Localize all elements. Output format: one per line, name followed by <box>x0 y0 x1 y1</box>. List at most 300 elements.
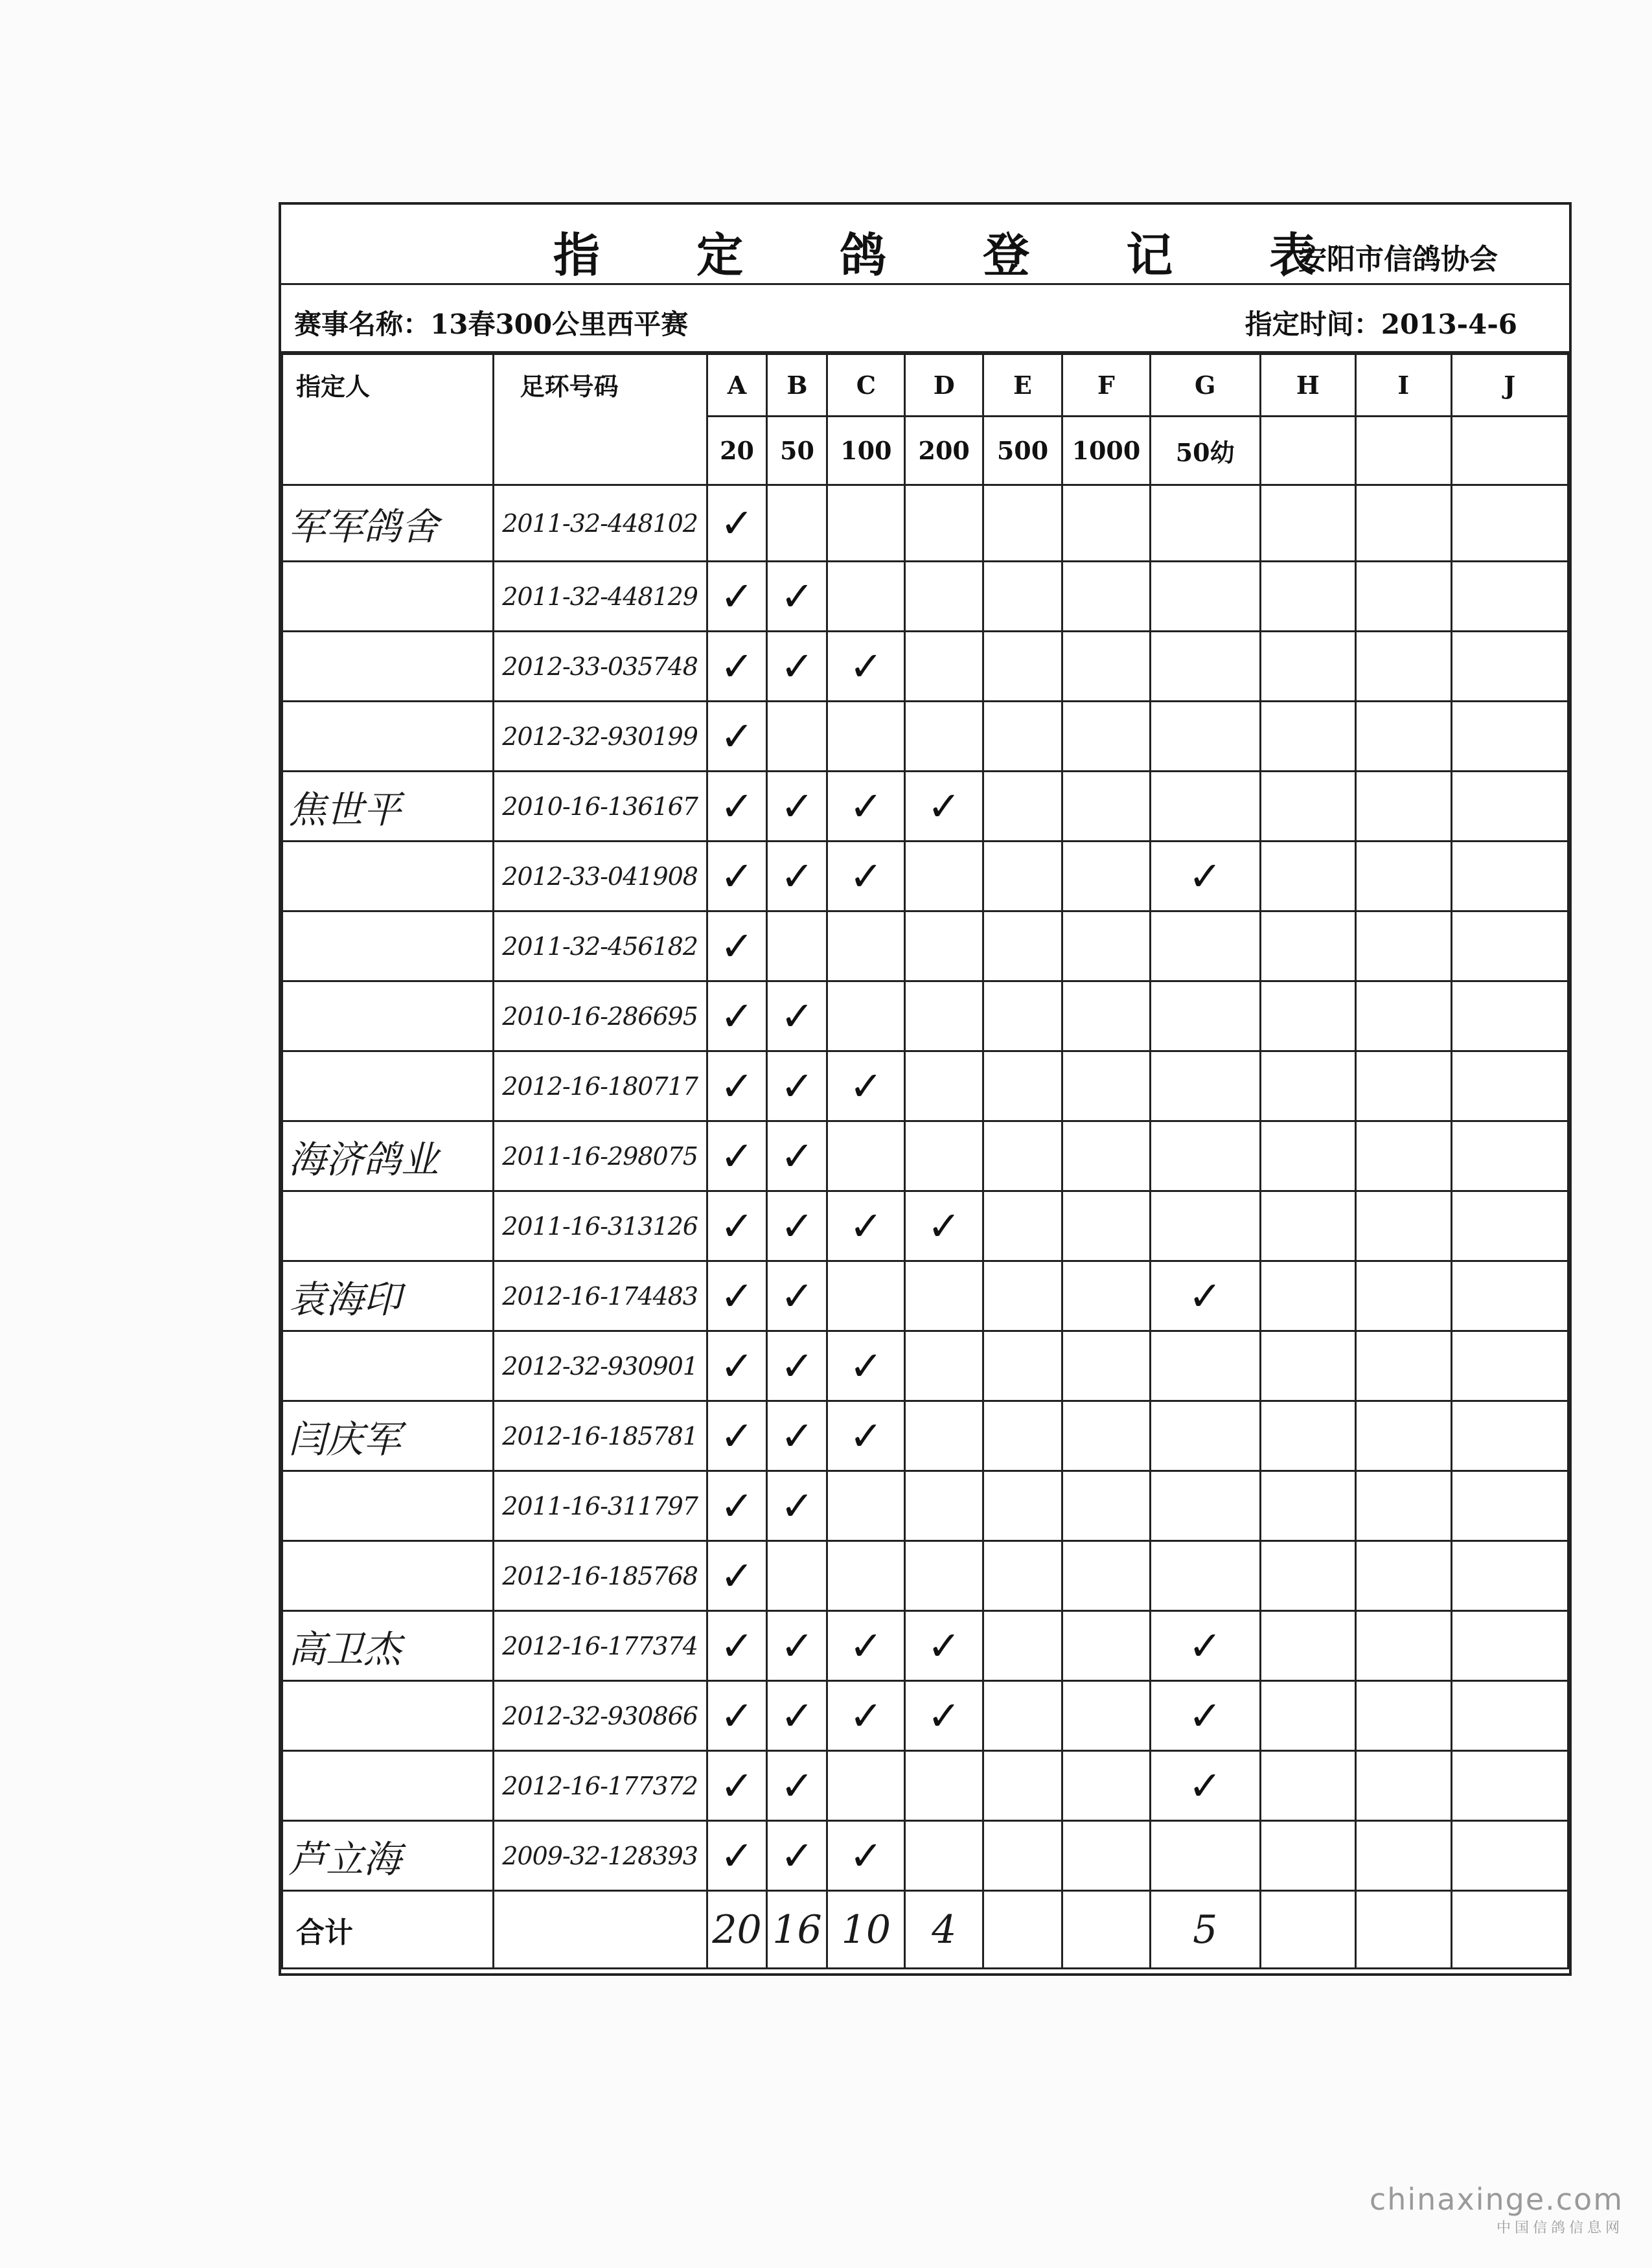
check-cell-h <box>1260 1331 1356 1401</box>
check-cell-b <box>767 702 827 772</box>
check-cell-d <box>905 1611 983 1681</box>
check-cell-j <box>1451 1121 1568 1191</box>
check-cell-e <box>983 485 1062 562</box>
check-cell-i <box>1356 1681 1451 1751</box>
check-cell-b <box>767 911 827 981</box>
ring-number-cell: 2011-32-456182 <box>493 911 707 981</box>
check-cell-a <box>707 772 767 842</box>
check-cell-f <box>1062 981 1150 1051</box>
check-cell-e <box>983 981 1062 1051</box>
checkmark-icon: ✓ <box>720 1272 754 1320</box>
check-cell-d <box>905 1051 983 1121</box>
check-cell-d <box>905 1401 983 1471</box>
check-cell-a <box>707 981 767 1051</box>
checkmark-icon: ✓ <box>849 1832 883 1879</box>
header-letter-a: A <box>707 354 767 417</box>
checkmark-icon: ✓ <box>780 573 814 620</box>
total-b: 16 <box>767 1891 827 1969</box>
header-amount-h <box>1260 417 1356 485</box>
check-cell-c <box>827 632 905 702</box>
header-letter-d: D <box>905 354 983 417</box>
checkmark-icon: ✓ <box>1188 1762 1222 1809</box>
check-cell-a <box>707 1751 767 1821</box>
checkmark-icon: ✓ <box>720 1202 754 1250</box>
check-cell-d <box>905 1751 983 1821</box>
table-row <box>282 1191 1568 1261</box>
ring-number-cell: 2011-16-313126 <box>493 1191 707 1261</box>
check-cell-i <box>1356 1751 1451 1821</box>
check-cell-f <box>1062 1191 1150 1261</box>
check-cell-h <box>1260 1261 1356 1331</box>
check-cell-a <box>707 562 767 632</box>
check-cell-j <box>1451 702 1568 772</box>
check-cell-a <box>707 632 767 702</box>
check-cell-c <box>827 1191 905 1261</box>
table-row <box>282 1471 1568 1541</box>
table-row <box>282 562 1568 632</box>
check-cell-g <box>1150 702 1260 772</box>
ring-number-cell: 2011-32-448129 <box>493 562 707 632</box>
check-cell-g <box>1150 981 1260 1051</box>
owner-cell: 芦立海 <box>282 1821 494 1891</box>
watermark-subtitle: 中国信鸽信息网 <box>1496 2220 1623 2236</box>
check-cell-g <box>1150 562 1260 632</box>
table-row <box>282 1401 1568 1471</box>
ring-number-cell: 2011-16-311797 <box>493 1471 707 1541</box>
checkmark-icon: ✓ <box>927 1622 961 1669</box>
check-cell-f <box>1062 1611 1150 1681</box>
checkmark-icon: ✓ <box>720 1342 754 1390</box>
check-cell-f <box>1062 1051 1150 1121</box>
total-i <box>1356 1891 1451 1969</box>
check-cell-i <box>1356 911 1451 981</box>
check-cell-i <box>1356 1121 1451 1191</box>
check-cell-j <box>1451 632 1568 702</box>
checkmark-icon: ✓ <box>780 992 814 1040</box>
check-cell-h <box>1260 1681 1356 1751</box>
header-letter-i: I <box>1356 354 1451 417</box>
owner-cell <box>282 1191 494 1261</box>
check-cell-e <box>983 1191 1062 1261</box>
total-a: 20 <box>707 1891 767 1969</box>
ring-number-cell: 2010-16-136167 <box>493 772 707 842</box>
check-cell-d <box>905 772 983 842</box>
checkmark-icon: ✓ <box>780 853 814 900</box>
owner-cell <box>282 1051 494 1121</box>
check-cell-h <box>1260 562 1356 632</box>
check-cell-j <box>1451 1821 1568 1891</box>
check-cell-e <box>983 1611 1062 1681</box>
check-cell-d <box>905 1821 983 1891</box>
check-cell-h <box>1260 1471 1356 1541</box>
check-cell-a <box>707 485 767 562</box>
check-cell-e <box>983 1751 1062 1821</box>
checkmark-icon: ✓ <box>849 1342 883 1390</box>
check-cell-i <box>1356 632 1451 702</box>
check-cell-j <box>1451 1051 1568 1121</box>
check-cell-d <box>905 632 983 702</box>
checkmark-icon: ✓ <box>720 1762 754 1809</box>
check-cell-h <box>1260 1051 1356 1121</box>
check-cell-f <box>1062 1751 1150 1821</box>
check-cell-d <box>905 1681 983 1751</box>
header-letter-j: J <box>1451 354 1568 417</box>
table-row <box>282 911 1568 981</box>
checkmark-icon: ✓ <box>1188 1622 1222 1669</box>
checkmark-icon: ✓ <box>720 992 754 1040</box>
header-amount-g: 50幼 <box>1150 417 1260 485</box>
pigeon-table <box>281 353 1569 1969</box>
owner-cell <box>282 981 494 1051</box>
checkmark-icon: ✓ <box>780 1762 814 1809</box>
check-cell-f <box>1062 562 1150 632</box>
check-cell-i <box>1356 842 1451 911</box>
check-cell-f <box>1062 1401 1150 1471</box>
check-cell-g <box>1150 1261 1260 1331</box>
check-cell-i <box>1356 772 1451 842</box>
check-cell-j <box>1451 772 1568 842</box>
header-letter-g: G <box>1150 354 1260 417</box>
ring-number-cell: 2012-33-041908 <box>493 842 707 911</box>
ring-number-cell: 2012-16-177372 <box>493 1751 707 1821</box>
check-cell-a <box>707 1541 767 1611</box>
check-cell-j <box>1451 1401 1568 1471</box>
check-cell-j <box>1451 1191 1568 1261</box>
checkmark-icon: ✓ <box>780 1832 814 1879</box>
checkmark-icon: ✓ <box>849 1622 883 1669</box>
owner-cell <box>282 702 494 772</box>
total-g: 5 <box>1150 1891 1260 1969</box>
check-cell-i <box>1356 1261 1451 1331</box>
check-cell-c <box>827 911 905 981</box>
check-cell-d <box>905 1121 983 1191</box>
owner-cell <box>282 842 494 911</box>
check-cell-h <box>1260 1541 1356 1611</box>
check-cell-e <box>983 1401 1062 1471</box>
check-cell-d <box>905 842 983 911</box>
check-cell-b <box>767 1821 827 1891</box>
check-cell-d <box>905 702 983 772</box>
check-cell-c <box>827 1541 905 1611</box>
check-cell-f <box>1062 1331 1150 1401</box>
check-cell-c <box>827 1261 905 1331</box>
checkmark-icon: ✓ <box>849 783 883 830</box>
check-cell-g <box>1150 772 1260 842</box>
check-cell-f <box>1062 485 1150 562</box>
check-cell-i <box>1356 1331 1451 1401</box>
table-row <box>282 702 1568 772</box>
check-cell-f <box>1062 632 1150 702</box>
total-e <box>983 1891 1062 1969</box>
check-cell-b <box>767 772 827 842</box>
checkmark-icon: ✓ <box>780 1132 814 1180</box>
header-amount-a: 20 <box>707 417 767 485</box>
check-cell-i <box>1356 1191 1451 1261</box>
owner-cell: 焦世平 <box>282 772 494 842</box>
check-cell-a <box>707 1191 767 1261</box>
totals-label: 合计 <box>282 1891 494 1969</box>
ring-number-cell: 2012-32-930199 <box>493 702 707 772</box>
check-cell-j <box>1451 1541 1568 1611</box>
check-cell-j <box>1451 1611 1568 1681</box>
owner-cell: 军军鸽舍 <box>282 485 494 562</box>
check-cell-g <box>1150 1331 1260 1401</box>
check-cell-h <box>1260 632 1356 702</box>
checkmark-icon: ✓ <box>720 1832 754 1879</box>
check-cell-h <box>1260 1611 1356 1681</box>
checkmark-icon: ✓ <box>849 1202 883 1250</box>
check-cell-b <box>767 485 827 562</box>
totals-row <box>282 1891 1568 1969</box>
check-cell-f <box>1062 1681 1150 1751</box>
check-cell-e <box>983 1121 1062 1191</box>
organization-name: 安阳市信鸽协会 <box>1298 243 1498 276</box>
check-cell-c <box>827 485 905 562</box>
check-cell-a <box>707 1611 767 1681</box>
check-cell-b <box>767 1751 827 1821</box>
check-cell-i <box>1356 981 1451 1051</box>
checkmark-icon: ✓ <box>780 1062 814 1110</box>
check-cell-h <box>1260 1751 1356 1821</box>
owner-cell: 袁海印 <box>282 1261 494 1331</box>
check-cell-j <box>1451 562 1568 632</box>
check-cell-f <box>1062 842 1150 911</box>
check-cell-b <box>767 1191 827 1261</box>
check-cell-b <box>767 842 827 911</box>
check-cell-j <box>1451 1681 1568 1751</box>
checkmark-icon: ✓ <box>720 1482 754 1529</box>
check-cell-j <box>1451 1751 1568 1821</box>
check-cell-h <box>1260 1821 1356 1891</box>
check-cell-j <box>1451 981 1568 1051</box>
check-cell-a <box>707 842 767 911</box>
check-cell-g <box>1150 1051 1260 1121</box>
checkmark-icon: ✓ <box>927 783 961 830</box>
header-amount-b: 50 <box>767 417 827 485</box>
check-cell-b <box>767 1331 827 1401</box>
ring-number-cell: 2011-32-448102 <box>493 485 707 562</box>
check-cell-f <box>1062 1261 1150 1331</box>
check-cell-g <box>1150 842 1260 911</box>
check-cell-e <box>983 702 1062 772</box>
check-cell-a <box>707 1681 767 1751</box>
checkmark-icon: ✓ <box>720 922 754 970</box>
checkmark-icon: ✓ <box>720 643 754 690</box>
table-row <box>282 842 1568 911</box>
check-cell-b <box>767 1611 827 1681</box>
check-cell-f <box>1062 1121 1150 1191</box>
check-cell-b <box>767 1681 827 1751</box>
check-cell-e <box>983 632 1062 702</box>
check-cell-e <box>983 1471 1062 1541</box>
check-cell-h <box>1260 1401 1356 1471</box>
checkmark-icon: ✓ <box>720 1552 754 1599</box>
check-cell-d <box>905 562 983 632</box>
checkmark-icon: ✓ <box>720 573 754 620</box>
header-owner: 指定人 <box>282 354 494 485</box>
check-cell-e <box>983 1541 1062 1611</box>
check-cell-g <box>1150 1541 1260 1611</box>
check-cell-c <box>827 1471 905 1541</box>
checkmark-icon: ✓ <box>720 713 754 760</box>
header-letter-h: H <box>1260 354 1356 417</box>
check-cell-e <box>983 1051 1062 1121</box>
check-cell-i <box>1356 1611 1451 1681</box>
checkmark-icon: ✓ <box>927 1202 961 1250</box>
check-cell-i <box>1356 1821 1451 1891</box>
ring-number-cell: 2012-16-185781 <box>493 1401 707 1471</box>
check-cell-h <box>1260 772 1356 842</box>
checkmark-icon: ✓ <box>1188 853 1222 900</box>
check-cell-c <box>827 1611 905 1681</box>
check-cell-c <box>827 562 905 632</box>
check-cell-i <box>1356 702 1451 772</box>
title-row <box>281 205 1569 285</box>
check-cell-c <box>827 702 905 772</box>
owner-cell <box>282 1471 494 1541</box>
table-row <box>282 1051 1568 1121</box>
check-cell-g <box>1150 1471 1260 1541</box>
check-cell-d <box>905 1541 983 1611</box>
header-amount-i <box>1356 417 1451 485</box>
table-row <box>282 1121 1568 1191</box>
checkmark-icon: ✓ <box>720 783 754 830</box>
header-amount-d: 200 <box>905 417 983 485</box>
checkmark-icon: ✓ <box>780 1692 814 1739</box>
event-name: 赛事名称：13春300公里西平赛 <box>294 308 689 340</box>
checkmark-icon: ✓ <box>1188 1272 1222 1320</box>
table-row <box>282 1611 1568 1681</box>
check-cell-c <box>827 1821 905 1891</box>
checkmark-icon: ✓ <box>780 643 814 690</box>
total-h <box>1260 1891 1356 1969</box>
ring-number-cell: 2012-32-930901 <box>493 1331 707 1401</box>
check-cell-j <box>1451 485 1568 562</box>
check-cell-j <box>1451 1331 1568 1401</box>
ring-number-cell: 2012-32-930866 <box>493 1681 707 1751</box>
check-cell-i <box>1356 1541 1451 1611</box>
total-c: 10 <box>827 1891 905 1969</box>
registration-form <box>279 202 1572 1976</box>
header-amount-f: 1000 <box>1062 417 1150 485</box>
header-amount-c: 100 <box>827 417 905 485</box>
check-cell-c <box>827 1751 905 1821</box>
check-cell-b <box>767 1401 827 1471</box>
check-cell-a <box>707 1261 767 1331</box>
check-cell-a <box>707 1051 767 1121</box>
checkmark-icon: ✓ <box>780 1202 814 1250</box>
check-cell-f <box>1062 1821 1150 1891</box>
ring-number-cell: 2010-16-286695 <box>493 981 707 1051</box>
check-cell-b <box>767 1471 827 1541</box>
check-cell-a <box>707 702 767 772</box>
checkmark-icon: ✓ <box>720 1622 754 1669</box>
check-cell-a <box>707 1401 767 1471</box>
owner-cell <box>282 1331 494 1401</box>
check-cell-g <box>1150 1681 1260 1751</box>
check-cell-c <box>827 1331 905 1401</box>
totals-ring-cell <box>493 1891 707 1969</box>
owner-cell <box>282 562 494 632</box>
check-cell-i <box>1356 1401 1451 1471</box>
check-cell-a <box>707 1471 767 1541</box>
total-f <box>1062 1891 1150 1969</box>
check-cell-j <box>1451 842 1568 911</box>
check-cell-g <box>1150 1121 1260 1191</box>
check-cell-i <box>1356 562 1451 632</box>
check-cell-f <box>1062 911 1150 981</box>
check-cell-h <box>1260 1121 1356 1191</box>
check-cell-g <box>1150 1611 1260 1681</box>
table-row <box>282 632 1568 702</box>
ring-number-cell: 2012-16-177374 <box>493 1611 707 1681</box>
ring-number-cell: 2012-33-035748 <box>493 632 707 702</box>
checkmark-icon: ✓ <box>780 1412 814 1460</box>
check-cell-h <box>1260 702 1356 772</box>
check-cell-e <box>983 562 1062 632</box>
header-amount-e: 500 <box>983 417 1062 485</box>
ring-number-cell: 2012-16-180717 <box>493 1051 707 1121</box>
checkmark-icon: ✓ <box>849 853 883 900</box>
checkmark-icon: ✓ <box>780 1272 814 1320</box>
check-cell-g <box>1150 485 1260 562</box>
header-ring: 足环号码 <box>493 354 707 485</box>
check-cell-e <box>983 1331 1062 1401</box>
checkmark-icon: ✓ <box>720 1062 754 1110</box>
check-cell-c <box>827 842 905 911</box>
checkmark-icon: ✓ <box>720 499 754 547</box>
check-cell-f <box>1062 1471 1150 1541</box>
total-d: 4 <box>905 1891 983 1969</box>
header-letter-row <box>282 354 1568 417</box>
table-row <box>282 1261 1568 1331</box>
ring-number-cell: 2012-16-174483 <box>493 1261 707 1331</box>
checkmark-icon: ✓ <box>927 1692 961 1739</box>
check-cell-d <box>905 1331 983 1401</box>
checkmark-icon: ✓ <box>849 1692 883 1739</box>
check-cell-e <box>983 911 1062 981</box>
table-row <box>282 1751 1568 1821</box>
table-row <box>282 1681 1568 1751</box>
checkmark-icon: ✓ <box>849 643 883 690</box>
table-row <box>282 485 1568 562</box>
checkmark-icon: ✓ <box>780 1482 814 1529</box>
owner-cell: 闫庆军 <box>282 1401 494 1471</box>
total-j <box>1451 1891 1568 1969</box>
checkmark-icon: ✓ <box>720 1692 754 1739</box>
checkmark-icon: ✓ <box>780 1622 814 1669</box>
owner-cell <box>282 632 494 702</box>
check-cell-i <box>1356 1051 1451 1121</box>
table-row <box>282 772 1568 842</box>
check-cell-c <box>827 1681 905 1751</box>
check-cell-f <box>1062 1541 1150 1611</box>
check-cell-e <box>983 842 1062 911</box>
check-cell-e <box>983 1681 1062 1751</box>
check-cell-f <box>1062 772 1150 842</box>
checkmark-icon: ✓ <box>849 1412 883 1460</box>
header-letter-b: B <box>767 354 827 417</box>
designation-date: 指定时间：2013-4-6 <box>1245 308 1517 340</box>
check-cell-i <box>1356 1471 1451 1541</box>
check-cell-e <box>983 1261 1062 1331</box>
check-cell-h <box>1260 981 1356 1051</box>
owner-cell: 高卫杰 <box>282 1611 494 1681</box>
check-cell-j <box>1451 911 1568 981</box>
check-cell-g <box>1150 1401 1260 1471</box>
check-cell-c <box>827 1401 905 1471</box>
check-cell-b <box>767 1051 827 1121</box>
